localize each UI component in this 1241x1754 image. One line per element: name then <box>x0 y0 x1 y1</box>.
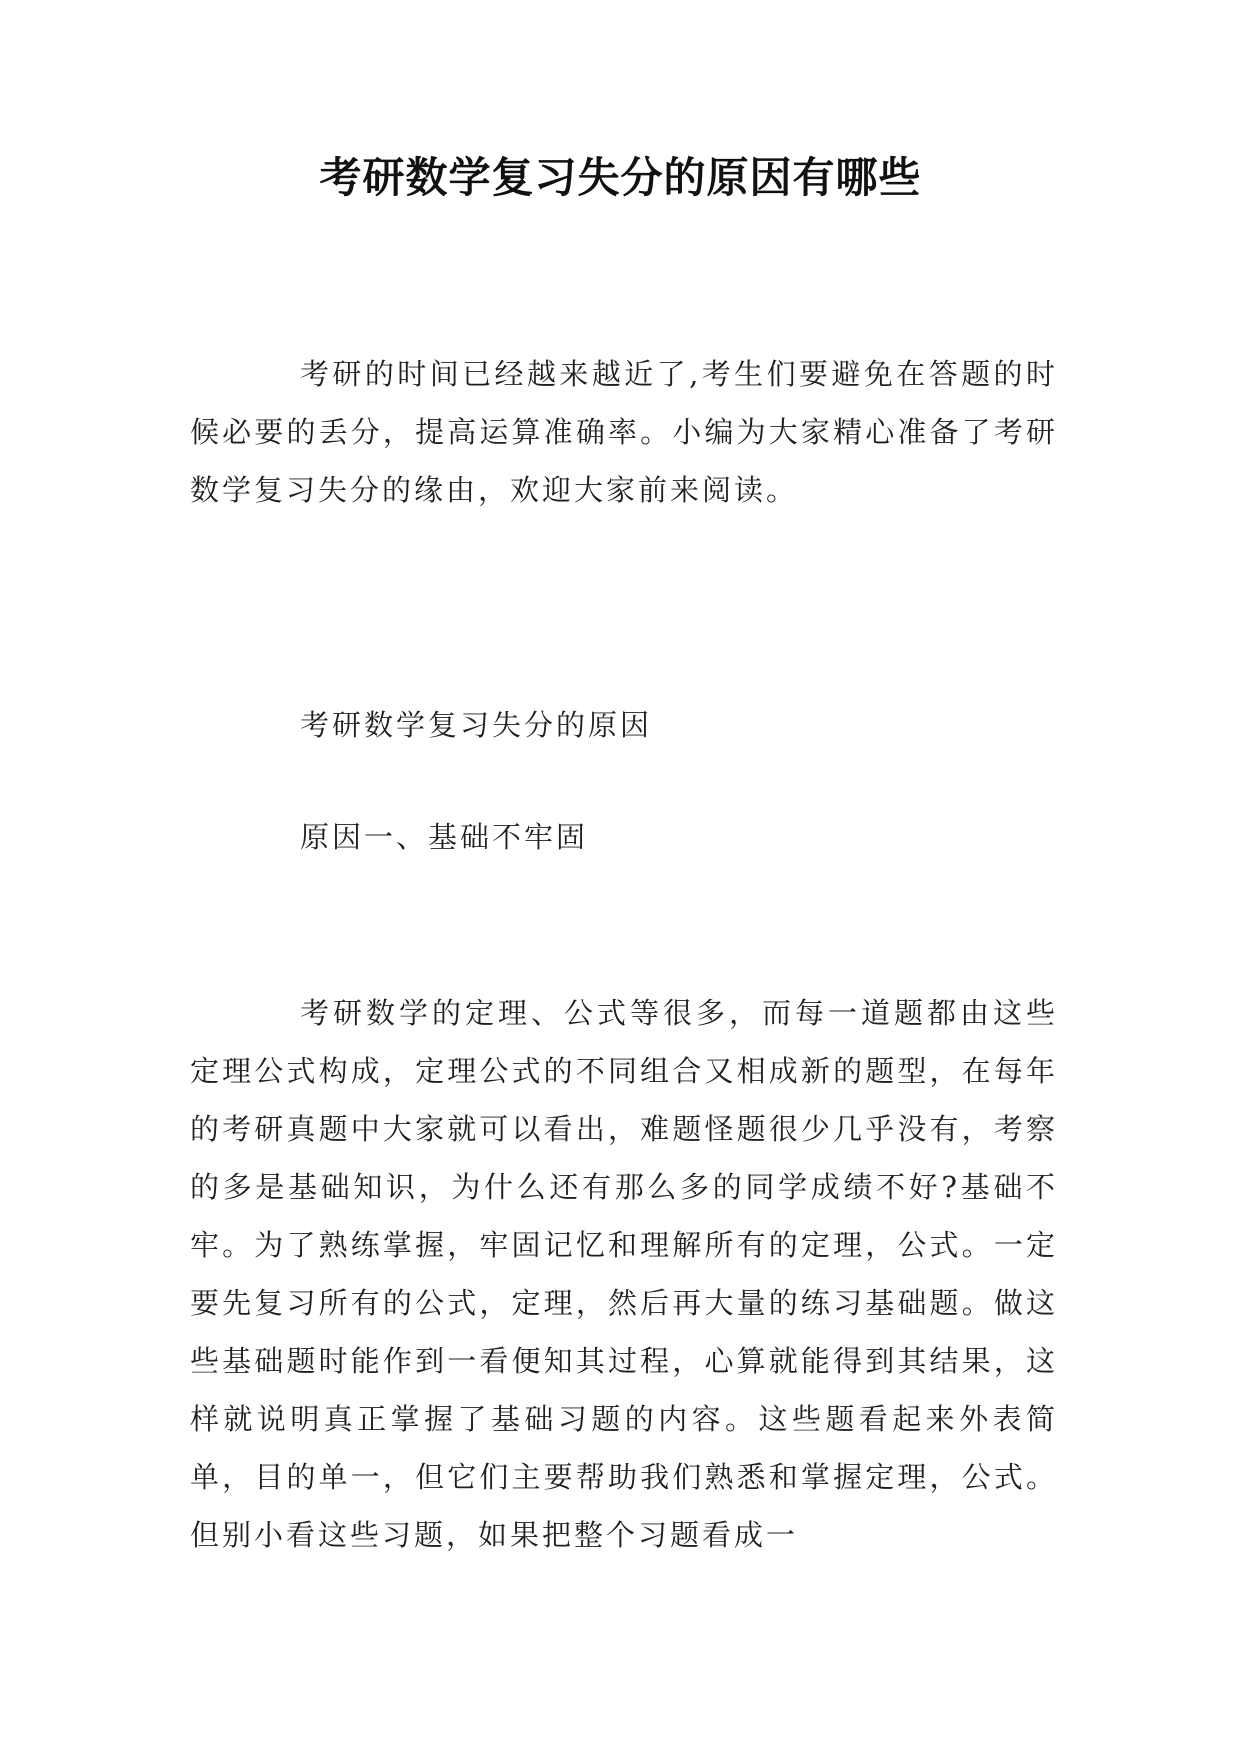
section-heading: 考研数学复习失分的原因 <box>300 708 653 742</box>
reason-body-text: 考研数学的定理、公式等很多，而每一道题都由这些定理公式构成，定理公式的不同组合又相成新的题型，在每年的考研真题中大家就可以看出，难题怪题很少几乎没有，考察的多是基础知识，为什么还有那么多的同学成绩不好?基础不牢。为了熟练掌握，牢固记忆和理解所有的定理，公式。一定要先复习所有的公式，定理，然后再大量的练习基础题。做这些基础题时能作到一看便知其过程，心算就能得到其结果，这样就说明真正掌握了基础习题的内容。这些题看起来外表简单，目的单一，但它们主要帮助我们熟悉和掌握定理，公式。但别小看这些习题，如果把整个习题看成一 <box>190 996 1058 1552</box>
reason-body-paragraph <box>190 984 1058 1564</box>
intro-text: 考研的时间已经越来越近了,考生们要避免在答题的时候必要的丢分，提高运算准确率。小编为大家精心准备了考研数学复习失分的缘由，欢迎大家前来阅读。 <box>190 357 1058 507</box>
intro-paragraph <box>190 345 1058 519</box>
reason-heading-block <box>190 808 1058 866</box>
reason-heading: 原因一、基础不牢固 <box>300 820 589 854</box>
section-heading-block <box>190 696 1058 754</box>
document-title: 考研数学复习失分的原因有哪些 <box>319 153 922 202</box>
